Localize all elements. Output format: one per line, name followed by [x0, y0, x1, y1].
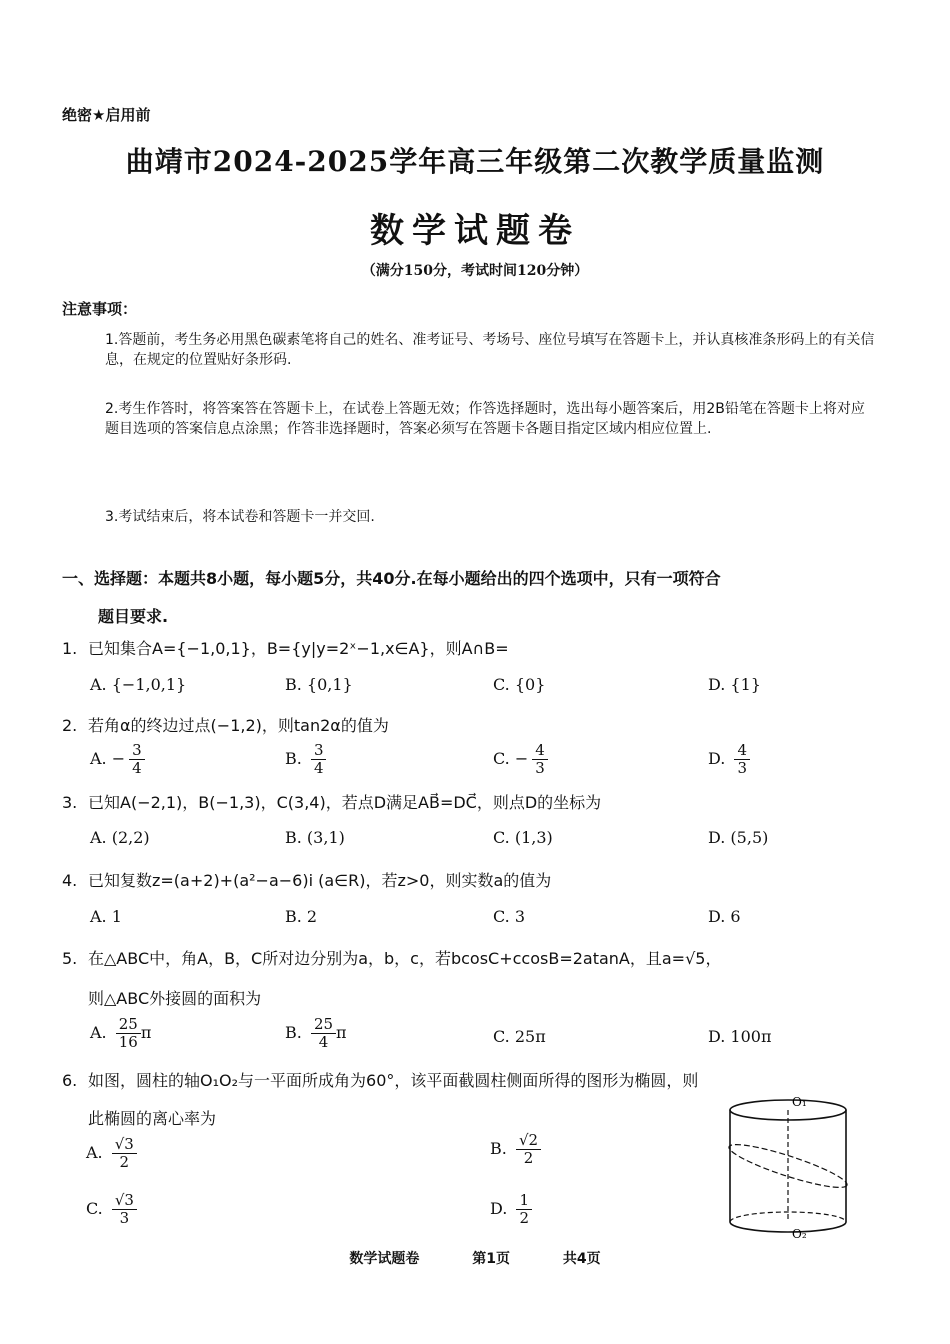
page-footer: [0, 1248, 950, 1268]
fraction: $\frac{25}{4}$: [311, 1016, 336, 1051]
question-6: [62, 1068, 698, 1091]
question-stem: 已知集合A={−1,0,1}，B={y|y=2ˣ−1,x∈A}，则A∩B=: [88, 639, 509, 658]
question-number: 6.: [62, 1071, 78, 1090]
option-c[interactable]: C. 25π: [493, 1027, 546, 1046]
notice-heading: 注意事项：: [62, 300, 138, 318]
option-a[interactable]: A. {−1,0,1}: [90, 675, 187, 694]
exam-title: 曲靖市2024-2025学年高三年级第二次教学质量监测: [125, 145, 825, 178]
option-d[interactable]: D. 100π: [708, 1027, 772, 1046]
fraction: $\frac{4}{3}$: [734, 742, 750, 777]
notice-item: 3.考试结束后，将本试卷和答题卡一并交回.: [105, 509, 375, 525]
option-b[interactable]: B. $\frac{25}{4}$ π: [285, 1015, 347, 1051]
label-o1: O₁: [792, 1095, 807, 1109]
question-stem-cont: 则△ABC外接圆的面积为: [88, 989, 262, 1008]
fraction: $\frac{4}{3}$: [532, 742, 548, 777]
question-stem: 已知A(−2,1)，B(−1,3)，C(3,4)，若点D满足AB⃗=DC⃗，则点D的坐标为: [88, 793, 602, 812]
option-b[interactable]: B. (3,1): [285, 828, 345, 847]
question-stem-cont: 此椭圆的离心率为: [88, 1109, 217, 1128]
question-2: [62, 713, 389, 736]
question-4: [62, 868, 551, 891]
fraction: $\frac{√2}{2}$: [516, 1132, 541, 1167]
exam-note: （满分150分，考试时间120分钟）: [361, 263, 589, 279]
label-o2: O₂: [792, 1227, 807, 1241]
option-d[interactable]: D. $\frac{4}{3}$: [708, 742, 750, 777]
option-d[interactable]: D. $\frac{1}{2}$: [490, 1192, 532, 1227]
secret-label: 绝密★启用前: [62, 106, 151, 124]
option-d[interactable]: D. (5,5): [708, 828, 769, 847]
question-number: 5.: [62, 949, 78, 968]
option-c[interactable]: C. 3: [493, 907, 526, 926]
question-5: [62, 946, 721, 969]
option-b[interactable]: B. {0,1}: [285, 675, 353, 694]
section-heading: [62, 560, 892, 636]
section-line-2: 题目要求.: [98, 607, 169, 626]
option-a[interactable]: A. $\frac{25}{16}$ π: [90, 1015, 152, 1051]
option-a[interactable]: A. $\frac{√3}{2}$: [86, 1136, 137, 1171]
option-b[interactable]: B. 2: [285, 907, 318, 926]
option-c[interactable]: C. {0}: [493, 675, 546, 694]
option-a[interactable]: A. 1: [90, 907, 122, 926]
bottom-ellipse-front: [730, 1222, 846, 1232]
footer-total: 共4页: [562, 1251, 601, 1267]
fraction: $\frac{1}{2}$: [516, 1192, 532, 1227]
fraction: $\frac{3}{4}$: [129, 742, 145, 777]
option-c[interactable]: C. − $\frac{4}{3}$: [493, 742, 548, 777]
question-stem: 若角α的终边过点(−1,2)，则tan2α的值为: [88, 716, 389, 735]
question-number: 4.: [62, 871, 78, 890]
option-d[interactable]: D. {1}: [708, 675, 761, 694]
option-b[interactable]: B. $\frac{√2}{2}$: [490, 1132, 541, 1167]
cylinder-figure: [722, 1092, 852, 1242]
question-stem: 在△ABC中，角A，B，C所对边分别为a，b，c，若bcosC+ccosB=2atanA，且a=√5，: [88, 949, 722, 968]
option-a[interactable]: A. − $\frac{3}{4}$: [90, 742, 145, 777]
question-stem: 已知复数z=(a+2)+(a²−a−6)i (a∈R)，若z>0，则实数a的值为: [88, 871, 552, 890]
fraction: $\frac{3}{4}$: [311, 742, 327, 777]
question-number: 2.: [62, 716, 78, 735]
question-stem: 如图，圆柱的轴O₁O₂与一平面所成角为60°，该平面截圆柱侧面所得的图形为椭圆，则: [88, 1071, 699, 1090]
section-line-1: 一、选择题：本题共8小题，每小题5分，共40分.在每小题给出的四个选项中，只有一项符合: [62, 569, 721, 588]
option-b[interactable]: B. $\frac{3}{4}$: [285, 742, 326, 777]
footer-name: 数学试题卷: [349, 1251, 420, 1267]
fraction: $\frac{√3}{2}$: [112, 1136, 137, 1171]
option-a[interactable]: A. (2,2): [90, 828, 150, 847]
notice-item: 2.考生作答时，将答案答在答题卡上，在试卷上答题无效；作答选择题时，选出每小题答案后，用2B铅笔在答题卡上将对应题目选项的答案信息点涂黑；作答非选择题时，答案必须写在答题卡各题目指定区域内相应位置上.: [105, 401, 865, 437]
notice-item: 1.答题前，考生务必用黑色碳素笔将自己的姓名、准考证号、考场号、座位号填写在答题卡上，并认真核准条形码上的有关信息，在规定的位置贴好条形码.: [105, 332, 875, 368]
question-number: 3.: [62, 793, 78, 812]
footer-page: 第1页: [472, 1251, 510, 1267]
fraction: $\frac{25}{16}$: [116, 1016, 141, 1051]
exam-subtitle: 数学试题卷: [370, 211, 580, 251]
question-number: 1.: [62, 639, 78, 658]
fraction: $\frac{√3}{3}$: [112, 1192, 137, 1227]
question-1: [62, 636, 509, 659]
option-c[interactable]: C. (1,3): [493, 828, 553, 847]
option-c[interactable]: C. $\frac{√3}{3}$: [86, 1192, 137, 1227]
question-3: [62, 790, 601, 813]
option-d[interactable]: D. 6: [708, 907, 741, 926]
